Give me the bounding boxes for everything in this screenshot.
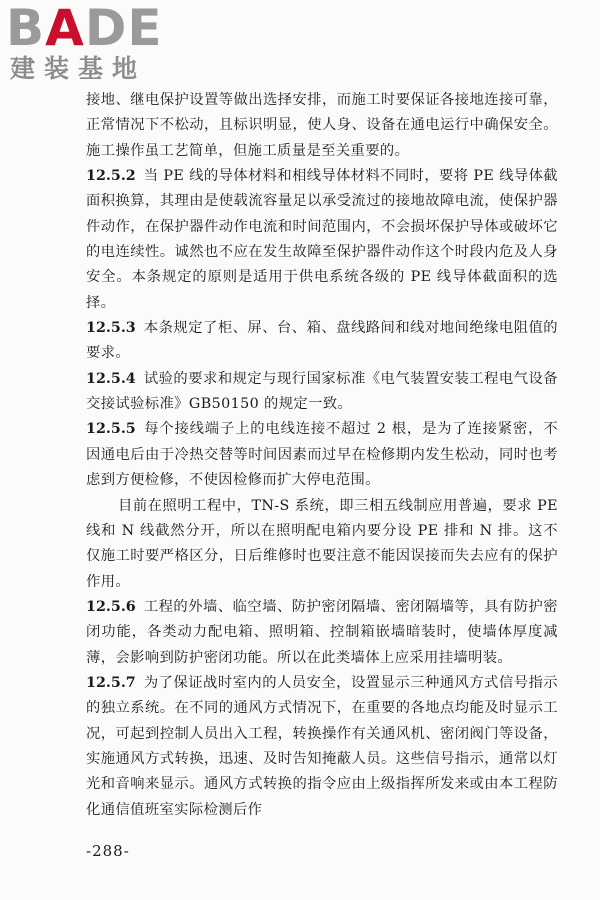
section-number: 12.5.4 bbox=[86, 370, 136, 387]
page-body bbox=[86, 88, 558, 823]
paragraph-text: 试验的要求和规定与现行国家标准《电气装置安装工程电气设备交接试验标准》GB50150 的规定一致。 bbox=[86, 370, 558, 413]
section-number: 12.5.2 bbox=[86, 168, 136, 185]
paragraph bbox=[86, 164, 558, 316]
section-number: 12.5.3 bbox=[86, 320, 136, 337]
logo-brand: BADE bbox=[6, 0, 163, 57]
paragraph bbox=[86, 671, 558, 823]
logo bbox=[6, 2, 181, 90]
paragraph-text: 目前在照明工程中，TN-S 系统，即三相五线制应用普遍，要求 PE 线和 N 线截然分开，所以在照明配电箱内要分设 PE 排和 N 排。这不仅施工时要严格区分，日后维修时也要注意不能因误接而失去应有的保护作用。 bbox=[86, 497, 558, 590]
logo-subtitle: 建装基地 bbox=[10, 54, 147, 83]
paragraph bbox=[86, 88, 558, 164]
paragraph bbox=[86, 316, 558, 367]
paragraph bbox=[86, 417, 558, 493]
section-number: 12.5.6 bbox=[86, 598, 136, 615]
section-number: 12.5.7 bbox=[86, 674, 136, 691]
paragraph-text: 接地、继电保护设置等做出选择安排，而施工时要保证各接地连接可靠，正常情况下不松动，且标识明显，使人身、设备在通电运行中确保安全。施工操作虽工艺简单，但施工质量是至关重要的。 bbox=[86, 92, 558, 159]
paragraph-text: 工程的外墙、临空墙、防护密闭隔墙、密闭隔墙等，具有防护密闭功能，各类动力配电箱、照明箱、控制箱嵌墙暗装时，使墙体厚度减薄，会影响到防护密闭功能。所以在此类墙体上应采用挂墙明装。 bbox=[86, 598, 558, 666]
section-number: 12.5.5 bbox=[86, 421, 136, 438]
paragraph bbox=[86, 494, 558, 595]
paragraph bbox=[86, 595, 558, 671]
paragraph-text: 为了保证战时室内的人员安全，设置显示三种通风方式信号指示的独立系统。在不同的通风方式情况下，在重要的各地点均能及时显示工况，可起到控制人员出入工程，转换操作有关通风机、密闭阀门等设备，实施通风方式转换，迅速、及时告知掩蔽人员。这些信号指示，通常以灯光和音响来显示。通风方式转换的指令应由上级指挥所发来或由本工程防化通信值班室实际检测后作 bbox=[86, 674, 558, 818]
paragraph bbox=[86, 367, 558, 418]
paragraph-text: 当 PE 线的导体材料和相线导体材料不同时，要将 PE 线导体截面积换算，其理由是使载流容量足以承受流过的接地故障电流，使保护器件动作，在保护器件动作电流和时间范围内，不会损坏保护导体或破坏它的电连续性。诚然也不应在发生故障至保护器件动作这个时段内危及人身安全。本条规定的原则是适用于供电系统各级的 PE 线导体截面积的选择。 bbox=[86, 168, 558, 311]
page-number: -288- bbox=[86, 842, 130, 860]
paragraph-text: 本条规定了柜、屏、台、箱、盘线路间和线对地间绝缘电阻值的要求。 bbox=[86, 320, 558, 362]
paragraph-text: 每个接线端子上的电线连接不超过 2 根，是为了连接紧密，不因通电后由于冷热交替等时间因素而过早在检修期内发生松动，同时也考虑到方便检修，不使因检修而扩大停电范围。 bbox=[86, 421, 558, 489]
